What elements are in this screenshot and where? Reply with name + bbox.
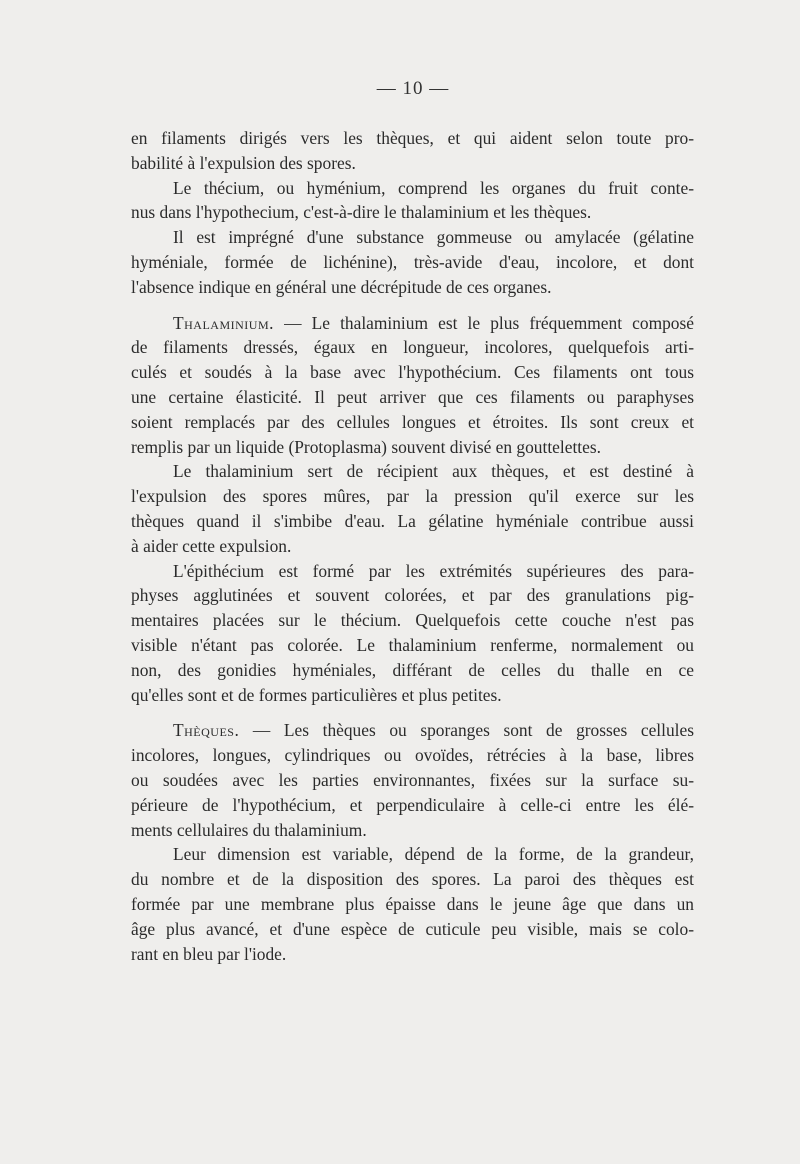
section-heading-theques: Thèques.: [173, 720, 240, 741]
text-line: une certaine élasticité. Il peut arriver que ces filaments ou paraphyses: [131, 386, 694, 407]
text-line: formée par une membrane plus épaisse dans le jeune âge que dans un: [131, 893, 694, 914]
text-line: en filaments dirigés vers les thèques, et qui aident selon toute pro-: [131, 128, 694, 148]
section-theques: [131, 718, 694, 842]
text-line: l'expulsion des spores mûres, par la pression qu'il exerce sur les: [131, 486, 694, 507]
text-line: incolores, longues, cylindriques ou ovoïdes, rétrécies à la base, libres: [131, 745, 694, 766]
section-heading-thalaminium: Thalaminium.: [173, 312, 274, 333]
text-line: soient remplacés par des cellules longues et étroites. Ils sont creux et: [131, 411, 694, 432]
text-line: Il est imprégné d'une substance gommeuse ou amylacée (gélatine: [173, 227, 694, 248]
section-thalaminium: [131, 311, 694, 460]
paragraph-thecium: [131, 176, 694, 226]
paragraph-epithecium: [131, 559, 694, 708]
text-line: qu'elles sont et de formes particulières et plus petites.: [131, 684, 502, 705]
text-line: [131, 311, 694, 336]
text-line: visible n'étant pas colorée. Le thalaminium renferme, normalement ou: [131, 634, 694, 655]
text-line: nus dans l'hypothecium, c'est-à-dire le thalaminium et les thèques.: [131, 202, 592, 223]
page-number: — 10 —: [376, 78, 450, 99]
text-line: hyméniale, formée de lichénine), très-avide d'eau, incolore, et dont: [131, 251, 694, 272]
paragraph-gelatine: [131, 225, 694, 299]
text-line: remplis par un liquide (Protoplasma) souvent divisé en gouttelettes.: [131, 436, 601, 457]
text-line: rant en bleu par l'iode.: [131, 943, 287, 964]
text-line: Le thécium, ou hyménium, comprend les organes du fruit conte-: [173, 177, 694, 198]
text-line: non, des gonidies hyméniales, différant de celles du thalle en ce: [131, 659, 694, 680]
text-line: physes agglutinées et souvent colorées, et par des granulations pig-: [131, 585, 694, 606]
text-line: Le thalaminium sert de récipient aux thèques, et est destiné à: [173, 461, 694, 482]
text-line: ments cellulaires du thalaminium.: [131, 819, 367, 840]
text-line: [131, 718, 694, 743]
text-line: âge plus avancé, et d'une espèce de cuticule peu visible, mais se colo-: [131, 918, 694, 939]
paragraph-dimension: [131, 842, 694, 966]
text-line: de filaments dressés, égaux en longueur, incolores, quelquefois arti-: [131, 337, 694, 358]
body-text: [131, 126, 694, 966]
paragraph-recipient: [131, 459, 694, 558]
paragraph-continuation: [131, 126, 694, 176]
text-run: — Le thalaminium est le plus fréquemment composé: [273, 312, 694, 333]
text-line: à aider cette expulsion.: [131, 535, 292, 556]
text-line: Leur dimension est variable, dépend de la forme, de la grandeur,: [173, 844, 694, 865]
section-gap: [131, 707, 694, 718]
text-line: thèques quand il s'imbibe d'eau. La gélatine hyméniale contribue aussi: [131, 510, 694, 531]
text-line: périeure de l'hypothécium, et perpendiculaire à celle-ci entre les élé-: [131, 794, 694, 815]
text-line: du nombre et de la disposition des spores. La paroi des thèques est: [131, 869, 694, 890]
text-run: — Les thèques ou sporanges sont de grosses cellules: [239, 720, 694, 741]
text-line: culés et soudés à la base avec l'hypothécium. Ces filaments ont tous: [131, 362, 694, 383]
text-line: L'épithécium est formé par les extrémités supérieures des para-: [173, 560, 694, 581]
text-line: ou soudées avec les parties environnantes, fixées sur la surface su-: [131, 769, 694, 790]
section-gap: [131, 300, 694, 311]
text-line: l'absence indique en général une décrépitude de ces organes.: [131, 276, 552, 297]
text-line: babilité à l'expulsion des spores.: [131, 152, 356, 173]
text-line: mentaires placées sur le thécium. Quelquefois cette couche n'est pas: [131, 610, 694, 631]
